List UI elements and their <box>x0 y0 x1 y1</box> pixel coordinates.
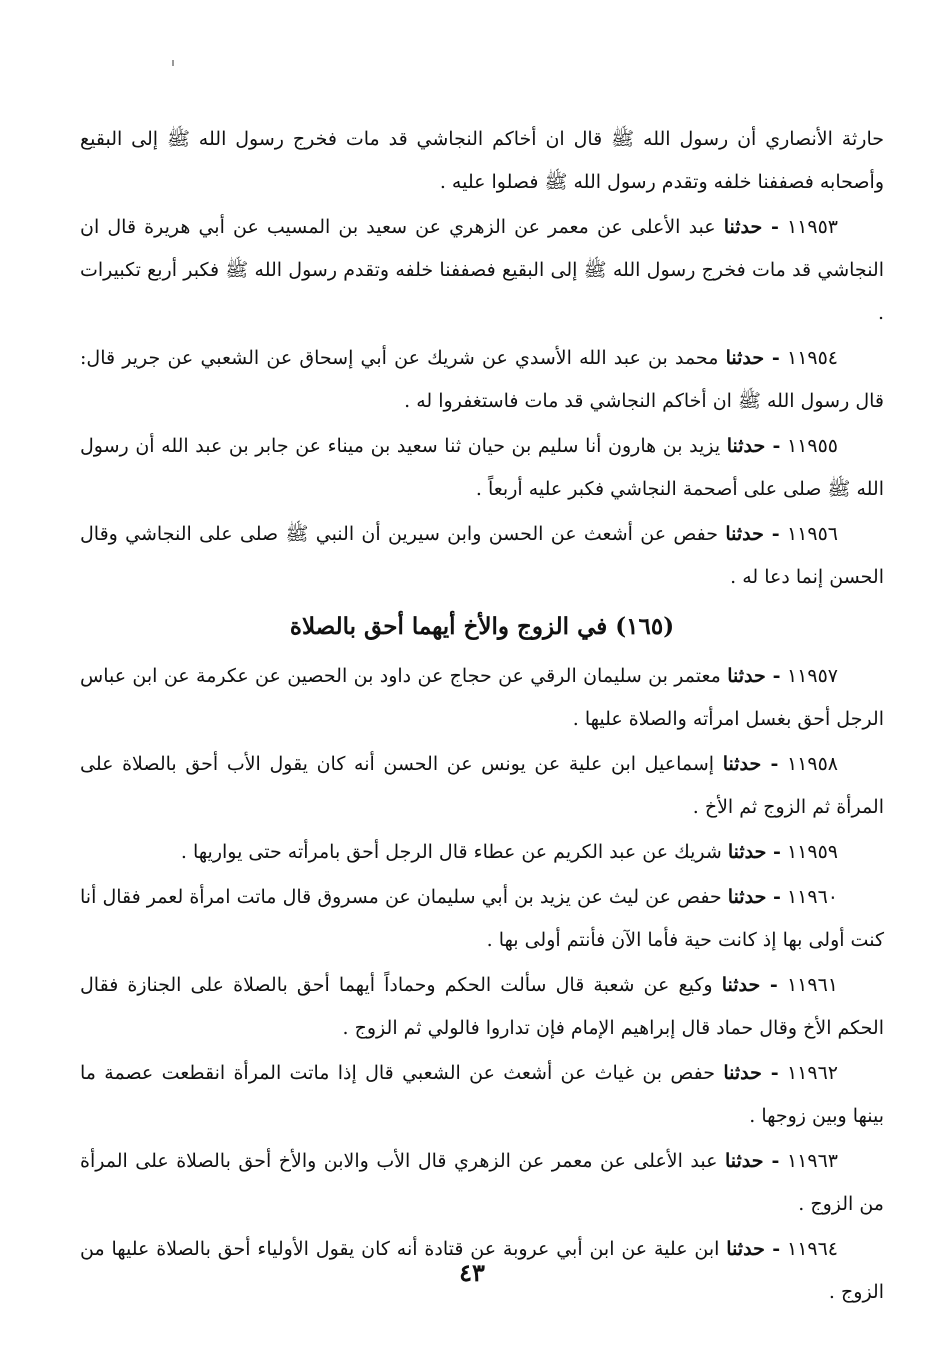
haddathana-label: حدثنا <box>721 974 761 996</box>
hadith-text: وكيع عن شعبة قال سألت الحكم وحماداً أيهما أحق بالصلاة على الجنازة فقال الحكم الأخ وقال حماد قال إبراهيم الإمام فإن تداروا فالولي ثم الزوج . <box>80 974 884 1039</box>
haddathana-label: حدثنا <box>723 1062 762 1084</box>
page-number: ٤٣ <box>459 1258 485 1287</box>
hadith-number: ١١٩٥٨ <box>786 753 838 775</box>
hadith-entry: ١١٩٥٩ - حدثنا شريك عن عبد الكريم عن عطاء قال الرجل أحق بامرأته حتى يواريها . <box>180 841 838 863</box>
hadith-text: معتمر بن سليمان الرقي عن حجاج عن داود بن الحصين عن عكرمة عن ابن عباس الرجل أحق بغسل امرأته والصلاة عليها . <box>80 665 884 730</box>
hadith-text: يزيد بن هارون أنا سليم بن حيان ثنا سعيد بن ميناء عن جابر بن عبد الله أن رسول الله ﷺ صلى على أصحمة النجاشي فكبر عليه أربعاً . <box>80 435 884 500</box>
haddathana-label: حدثنا <box>727 665 766 687</box>
hadith-entry: ١١٩٦١ - حدثنا وكيع عن شعبة قال سألت الحكم وحماداً أيهما أحق بالصلاة على الجنازة فقال الحكم الأخ وقال حماد قال إبراهيم الإمام فإن تداروا فالولي ثم الزوج . <box>80 974 884 1039</box>
hadith-text: حفص عن ليث عن يزيد بن أبي سليمان عن مسروق قال ماتت امرأة لعمر فقال أنا كنت أولى بها إذ كانت حية فأما الآن فأنتم أولى بها . <box>80 886 884 951</box>
page-body <box>80 118 884 1316</box>
hadith-number: ١١٩٦٢ <box>786 1062 838 1084</box>
scan-speck <box>172 60 174 66</box>
haddathana-label: حدثنا <box>724 1150 764 1172</box>
hadith-entry: ١١٩٦٤ - حدثنا ابن علية عن ابن أبي عروبة عن قتادة أنه كان يقول الأولياء أحق بالصلاة عليها من الزوج . <box>80 1238 884 1303</box>
hadith-text: حفص عن أشعث عن الحسن وابن سيرين أن النبي ﷺ صلى على النجاشي وقال الحسن إنما دعا له . <box>80 523 884 588</box>
hadith-text: محمد بن عبد الله الأسدي عن شريك عن أبي إسحاق عن الشعبي عن جرير قال: قال رسول الله ﷺ ان أخاكم النجاشي قد مات فاستغفروا له . <box>80 347 884 412</box>
hadith-number: ١١٩٥٤ <box>786 347 839 369</box>
hadith-number: ١١٩٥٣ <box>786 216 838 238</box>
hadith-text: عبد الأعلى عن معمر عن الزهري عن سعيد بن المسيب عن أبي هريرة قال ان النجاشي قد مات فخرج رسول الله ﷺ إلى البقيع فصففنا خلفه وتقدم رسول الله ﷺ فكبر أربع تكبيرات . <box>80 216 884 324</box>
hadith-number: ١١٩٥٥ <box>786 435 838 457</box>
hadith-number: ١١٩٥٦ <box>786 523 838 545</box>
hadith-number: ١١٩٥٧ <box>786 665 838 687</box>
hadith-number: ١١٩٦١ <box>786 974 838 996</box>
hadith-text: حفص بن غياث عن أشعث عن الشعبي قال إذا ماتت المرأة انقطعت عصمة ما بينها وبين زوجها . <box>80 1062 884 1127</box>
hadith-entry: ١١٩٦٣ - حدثنا عبد الأعلى عن معمر عن الزهري قال الأب والابن والأخ أحق بالصلاة على المرأة من الزوج . <box>80 1150 884 1215</box>
hadith-entry: ١١٩٥٦ - حدثنا حفص عن أشعث عن الحسن وابن سيرين أن النبي ﷺ صلى على النجاشي وقال الحسن إنما دعا له . <box>80 523 884 588</box>
haddathana-label: حدثنا <box>725 347 765 369</box>
hadith-number: ١١٩٦٤ <box>786 1238 839 1260</box>
haddathana-label: حدثنا <box>723 216 763 238</box>
chapter-heading: (١٦٥) في الزوج والأخ أيهما أحق بالصلاة <box>289 613 675 640</box>
continuation-text: حارثة الأنصاري أن رسول الله ﷺ قال ان أخاكم النجاشي قد مات فخرج رسول الله ﷺ إلى البقيع وأصحابه فصففنا خلفه وتقدم رسول الله ﷺ فصلوا عليه . <box>80 128 884 193</box>
hadith-entry: ١١٩٥٤ - حدثنا محمد بن عبد الله الأسدي عن شريك عن أبي إسحاق عن الشعبي عن جرير قال: قال رسول الله ﷺ ان أخاكم النجاشي قد مات فاستغفروا له . <box>80 347 884 412</box>
haddathana-label: حدثنا <box>726 435 766 457</box>
hadith-entry: ١١٩٥٣ - حدثنا عبد الأعلى عن معمر عن الزهري عن سعيد بن المسيب عن أبي هريرة قال ان النجاشي قد مات فخرج رسول الله ﷺ إلى البقيع فصففنا خلفه وتقدم رسول الله ﷺ فكبر أربع تكبيرات . <box>80 216 884 324</box>
hadith-entry: ١١٩٥٥ - حدثنا يزيد بن هارون أنا سليم بن حيان ثنا سعيد بن ميناء عن جابر بن عبد الله أن رسول الله ﷺ صلى على أصحمة النجاشي فكبر عليه أربعاً . <box>80 435 884 500</box>
haddathana-label: حدثنا <box>722 753 762 775</box>
continuation-paragraph <box>80 118 884 204</box>
hadith-text: إسماعيل ابن علية عن يونس عن الحسن أنه كان يقول الأب أحق بالصلاة على المرأة ثم الزوج ثم الأخ . <box>80 753 884 818</box>
hadith-text: شريك عن عبد الكريم عن عطاء قال الرجل أحق بامرأته حتى يواريها . <box>180 841 722 863</box>
haddathana-label: حدثنا <box>725 523 764 545</box>
hadith-number: ١١٩٦٠ <box>786 886 838 908</box>
haddathana-label: حدثنا <box>726 1238 765 1260</box>
hadith-number: ١١٩٥٩ <box>786 841 838 863</box>
hadith-text: ابن علية عن ابن أبي عروبة عن قتادة أنه كان يقول الأولياء أحق بالصلاة عليها من الزوج . <box>80 1238 884 1303</box>
hadith-entry: ١١٩٦٢ - حدثنا حفص بن غياث عن أشعث عن الشعبي قال إذا ماتت المرأة انقطعت عصمة ما بينها وبين زوجها . <box>80 1062 884 1127</box>
haddathana-label: حدثنا <box>727 841 767 863</box>
hadith-entry: ١١٩٥٧ - حدثنا معتمر بن سليمان الرقي عن حجاج عن داود بن الحصين عن عكرمة عن ابن عباس الرجل أحق بغسل امرأته والصلاة عليها . <box>80 665 884 730</box>
hadith-number: ١١٩٦٣ <box>786 1150 838 1172</box>
hadith-entry: ١١٩٥٨ - حدثنا إسماعيل ابن علية عن يونس عن الحسن أنه كان يقول الأب أحق بالصلاة على المرأة ثم الزوج ثم الأخ . <box>80 753 884 818</box>
hadith-text: عبد الأعلى عن معمر عن الزهري قال الأب والابن والأخ أحق بالصلاة على المرأة من الزوج . <box>80 1150 884 1215</box>
hadith-entry: ١١٩٦٠ - حدثنا حفص عن ليث عن يزيد بن أبي سليمان عن مسروق قال ماتت امرأة لعمر فقال أنا كنت أولى بها إذ كانت حية فأما الآن فأنتم أولى بها . <box>80 886 884 951</box>
haddathana-label: حدثنا <box>727 886 767 908</box>
